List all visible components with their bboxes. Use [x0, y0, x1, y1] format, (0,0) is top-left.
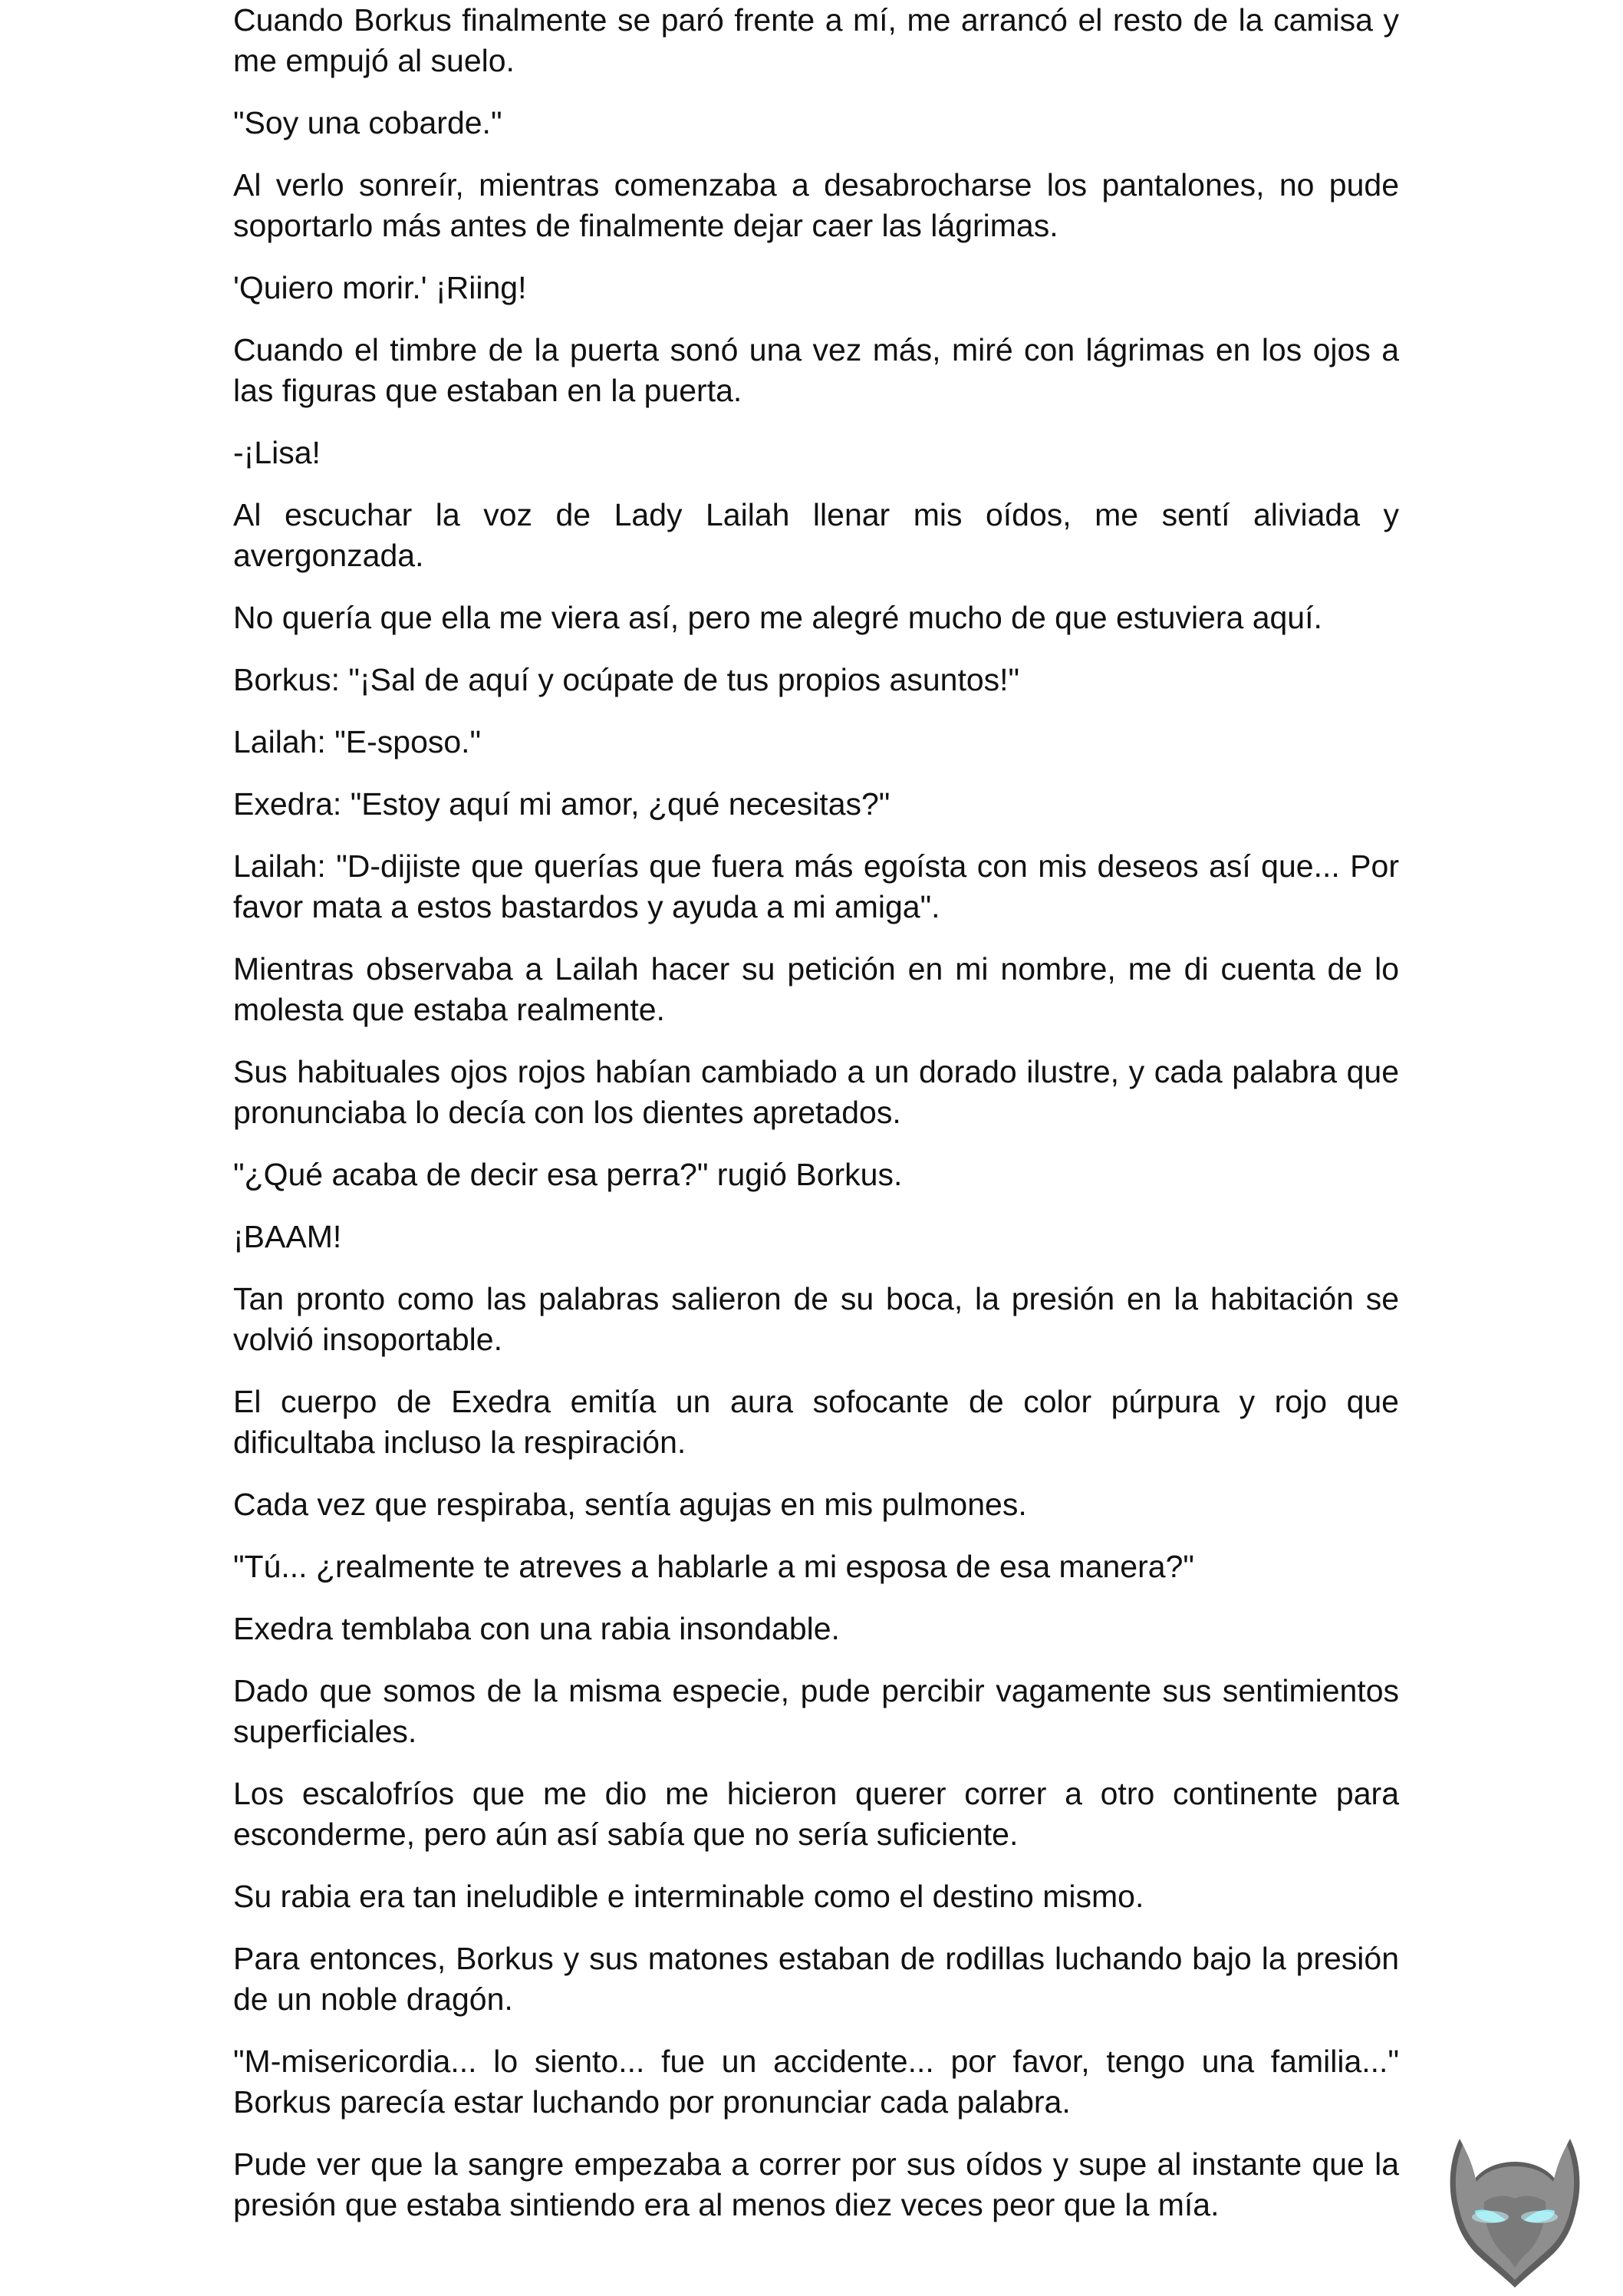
paragraph: Cuando Borkus finalmente se paró frente a mí, me arrancó el resto de la camisa y me empujó al suelo. — [233, 2, 1399, 78]
paragraph: Para entonces, Borkus y sus matones estaban de rodillas luchando bajo la presión de un noble dragón. — [233, 1941, 1399, 2017]
paragraph: "M-misericordia... lo siento... fue un accidente... por favor, tengo una familia..." Borkus parecía estar luchando por pronunciar cada palabra. — [233, 2044, 1399, 2120]
paragraph: Al escuchar la voz de Lady Lailah llenar mis oídos, me sentí aliviada y avergonzada. — [233, 497, 1399, 573]
paragraph: Cuando el timbre de la puerta sonó una vez más, miré con lágrimas en los ojos a las figuras que estaban en la puerta. — [233, 332, 1399, 408]
paragraph: ¡BAAM! — [233, 1219, 342, 1254]
paragraph: No quería que ella me viera así, pero me alegré mucho de que estuviera aquí. — [233, 600, 1322, 635]
paragraph: "¿Qué acaba de decir esa perra?" rugió Borkus. — [233, 1157, 903, 1192]
demon-head-logo-icon — [1438, 2125, 1592, 2290]
paragraph: "Soy una cobarde." — [233, 105, 502, 140]
paragraph: Su rabia era tan ineludible e interminable como el destino mismo. — [233, 1879, 1144, 1914]
paragraph: Pude ver que la sangre empezaba a correr por sus oídos y supe al instante que la presión que estaba sintiendo era al menos diez veces peor que la mía. — [233, 2146, 1399, 2222]
paragraph: 'Quiero morir.' ¡Riing! — [233, 270, 527, 305]
paragraph: El cuerpo de Exedra emitía un aura sofocante de color púrpura y rojo que dificultaba incluso la respiración. — [233, 1384, 1399, 1460]
paragraph: Exedra: "Estoy aquí mi amor, ¿qué necesitas?" — [233, 786, 891, 822]
logo-eye-glow — [1521, 2211, 1558, 2223]
paragraph: -¡Lisa! — [233, 435, 321, 470]
paragraph: Tan pronto como las palabras salieron de su boca, la presión en la habitación se volvió insoportable. — [233, 1281, 1399, 1357]
paragraph: Lailah: "E-sposo." — [233, 724, 482, 759]
paragraph: Lailah: "D-dijiste que querías que fuera más egoísta con mis deseos así que... Por favor mata a estos bastardos y ayuda a mi amiga". — [233, 848, 1399, 924]
paragraph: Sus habituales ojos rojos habían cambiado a un dorado ilustre, y cada palabra que pronunciaba lo decía con los dientes apretados. — [233, 1054, 1399, 1130]
paragraph: Exedra temblaba con una rabia insondable. — [233, 1611, 840, 1646]
paragraph: "Tú... ¿realmente te atreves a hablarle a mi esposa de esa manera?" — [233, 1549, 1194, 1584]
logo-eye-glow — [1472, 2211, 1509, 2223]
story-text — [233, 0, 1399, 2247]
paragraph: Cada vez que respiraba, sentía agujas en mis pulmones. — [233, 1487, 1027, 1522]
paragraph: Borkus: "¡Sal de aquí y ocúpate de tus propios asuntos!" — [233, 662, 1020, 697]
paragraph: Dado que somos de la misma especie, pude percibir vagamente sus sentimientos superficiales. — [233, 1673, 1399, 1749]
paragraph: Al verlo sonreír, mientras comenzaba a desabrocharse los pantalones, no pude soportarlo más antes de finalmente dejar caer las lágrimas. — [233, 167, 1399, 243]
paragraph: Mientras observaba a Lailah hacer su petición en mi nombre, me di cuenta de lo molesta que estaba realmente. — [233, 951, 1399, 1027]
paragraph: Los escalofríos que me dio me hicieron querer correr a otro continente para esconderme, pero aún así sabía que no sería suficiente. — [233, 1776, 1399, 1852]
